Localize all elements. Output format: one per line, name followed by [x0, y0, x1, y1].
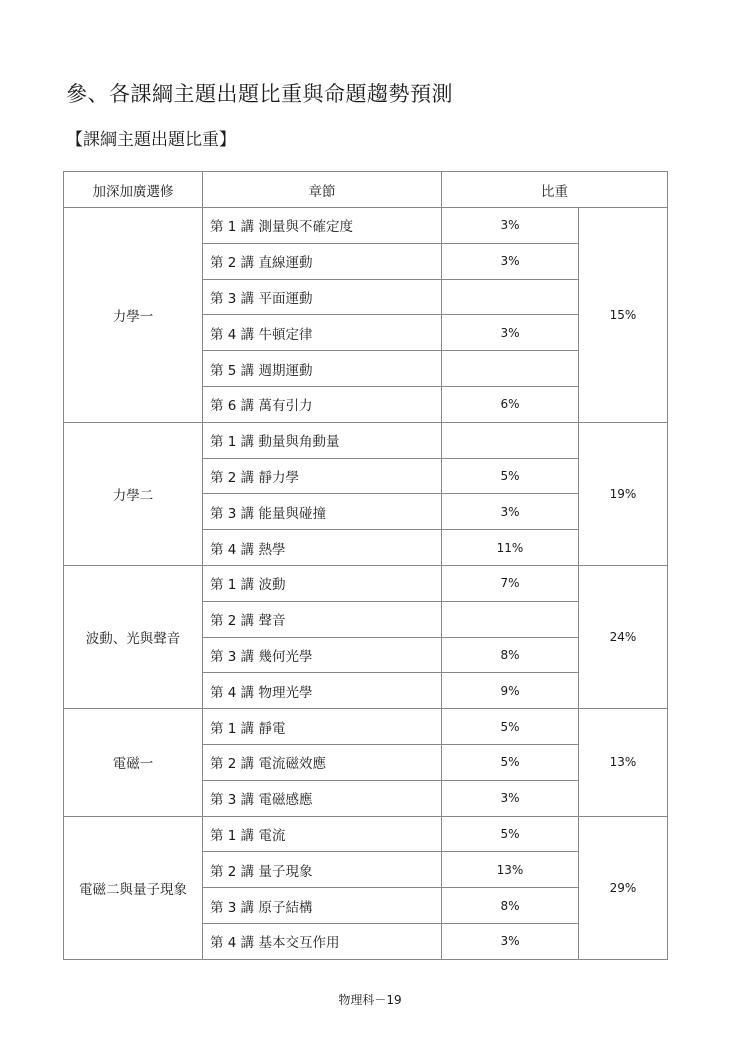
topic-cell: 電磁二與量子現象: [64, 816, 203, 959]
page-title: 參、各課綱主題出題比重與命題趨勢預測: [66, 82, 453, 106]
lecture-cell: 第 4 講 基本交互作用: [203, 923, 442, 959]
lecture-cell: 第 1 講 測量與不確定度: [203, 208, 442, 244]
lecture-weight: 8%: [442, 888, 579, 924]
lecture-weight: 5%: [442, 816, 579, 852]
lecture-cell: 第 6 講 萬有引力: [203, 386, 442, 422]
lecture-cell: 第 1 講 電流: [203, 816, 442, 852]
topic-total: 19%: [579, 422, 668, 565]
lecture-cell: 第 2 講 量子現象: [203, 852, 442, 888]
table-header-row: [64, 172, 668, 208]
lecture-weight: 5%: [442, 744, 579, 780]
lecture-cell: 第 3 講 能量與碰撞: [203, 494, 442, 530]
table-row: [64, 709, 668, 745]
lecture-cell: 第 1 講 靜電: [203, 709, 442, 745]
topic-total: 24%: [579, 565, 668, 708]
table-row: [64, 422, 668, 458]
topic-total: 13%: [579, 709, 668, 816]
section-subtitle: 【課綱主題出題比重】: [66, 130, 236, 150]
lecture-cell: 第 3 講 電磁感應: [203, 780, 442, 816]
lecture-cell: 第 1 講 波動: [203, 565, 442, 601]
lecture-cell: 第 3 講 原子結構: [203, 888, 442, 924]
lecture-weight: 9%: [442, 673, 579, 709]
lecture-weight: 3%: [442, 494, 579, 530]
topic-cell: 電磁一: [64, 709, 203, 816]
lecture-cell: 第 3 講 平面運動: [203, 279, 442, 315]
header-weight: 比重: [442, 172, 668, 208]
lecture-weight: 3%: [442, 780, 579, 816]
lecture-cell: 第 2 講 聲音: [203, 601, 442, 637]
page-footer: 物理科－19: [338, 993, 402, 1007]
lecture-weight: 13%: [442, 852, 579, 888]
table-row: [64, 208, 668, 244]
table-row: [64, 565, 668, 601]
lecture-weight: [442, 351, 579, 387]
lecture-weight: [442, 279, 579, 315]
lecture-weight: [442, 422, 579, 458]
lecture-weight: 3%: [442, 923, 579, 959]
topic-total: 29%: [579, 816, 668, 959]
lecture-weight: 3%: [442, 243, 579, 279]
lecture-cell: 第 5 講 週期運動: [203, 351, 442, 387]
lecture-cell: 第 4 講 熱學: [203, 530, 442, 566]
topic-cell: 力學二: [64, 422, 203, 565]
lecture-cell: 第 2 講 直線運動: [203, 243, 442, 279]
lecture-weight: 5%: [442, 458, 579, 494]
lecture-cell: 第 4 講 物理光學: [203, 673, 442, 709]
lecture-weight: 6%: [442, 386, 579, 422]
lecture-cell: 第 4 講 牛頓定律: [203, 315, 442, 351]
lecture-weight: 8%: [442, 637, 579, 673]
lecture-cell: 第 2 講 靜力學: [203, 458, 442, 494]
weight-table: [63, 171, 668, 960]
lecture-weight: 3%: [442, 315, 579, 351]
lecture-weight: [442, 601, 579, 637]
lecture-cell: 第 3 講 幾何光學: [203, 637, 442, 673]
header-chapter: 章節: [203, 172, 442, 208]
topic-cell: 力學一: [64, 208, 203, 423]
lecture-cell: 第 1 講 動量與角動量: [203, 422, 442, 458]
lecture-weight: 5%: [442, 709, 579, 745]
lecture-weight: 11%: [442, 530, 579, 566]
table-row: [64, 816, 668, 852]
topic-cell: 波動、光與聲音: [64, 565, 203, 708]
header-topic: 加深加廣選修: [64, 172, 203, 208]
lecture-weight: 7%: [442, 565, 579, 601]
lecture-weight: 3%: [442, 208, 579, 244]
topic-total: 15%: [579, 208, 668, 423]
lecture-cell: 第 2 講 電流磁效應: [203, 744, 442, 780]
